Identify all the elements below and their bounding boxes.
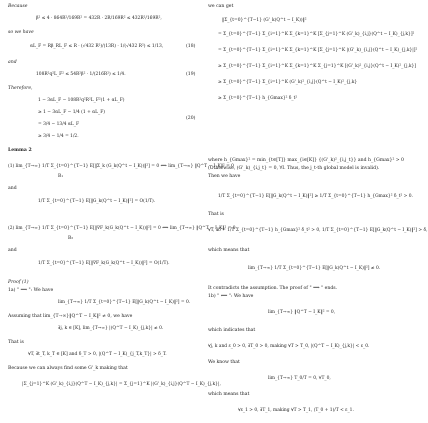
lemma-label-b1: B₁ — [58, 174, 63, 179]
derivation-line-2: = Σ_{t=0}^{T−1} Σ_{i=1}^K Σ_{k=1}^K [Σ_{j=1}^K (G'_k)_{i,j}(Q^t − I_K)_{j,k}]² — [218, 32, 415, 37]
lemma-heading: Lemma 2 — [8, 148, 32, 153]
which-means-text: which means that — [208, 248, 250, 253]
limit-zero-equation: lim_{T→∞} ‖Q^T − I_K‖² = 0, — [268, 310, 336, 315]
equation-20-line-4: ≥ 3/4 − 1/4 = 1/2. — [38, 134, 79, 139]
equation-20-line-1: 1 − 3αL_F − 108R²q²R²L_F²(1 + αL_F) — [38, 98, 125, 103]
equation-18-number: (18) — [186, 44, 196, 49]
epsilon1-statement: ∀ε_1 > 0, ∃T_1, making ∀T > T_1, (T_0 + 1)/T < ε_1. — [238, 408, 354, 413]
that-is-text-right: That is — [208, 212, 224, 217]
so-we-have-text: so we have — [8, 30, 34, 35]
we-know-text: We know that — [208, 360, 240, 365]
and-text: and — [8, 60, 17, 65]
because-text: Because — [8, 4, 28, 9]
delta-statement: ∀T, ∃δ = 1/T Σ_{t=0}^{T−1} h_{Gmax}² δ_t² > 0, 1/T Σ_{t=0}^{T−1} E[‖G_k(Q^t − I_K)‖²] > δ, — [208, 228, 428, 233]
lemma-part-2-bound: 1/T Σ_{t=0}^{T−1} E[‖∇F_k(G_k(Q^t − I_K))‖²] = O(1/T). — [38, 261, 170, 266]
therefore-text: Therefore, — [8, 86, 33, 91]
epsilon-statement: ∀j, k and ε_0 > 0, ∃T_0 > 0, making ∀T > T_0, |(Q^T − I_K)_{j,k}| < ε_0. — [208, 344, 370, 349]
we-can-get-text: we can get — [208, 4, 234, 9]
equation-18: αL_F = Rβ_RL_F ≤ R · (√432 R²)/(13R) · 1/(√432 R²) ≤ 1/13, — [30, 44, 164, 49]
proof-1b: 1b) " ⟸ ": We have — [208, 294, 254, 299]
proof-1a-equation: lim_{T→∞} 1/T Σ_{t=0}^{T−1} E[‖G_k(Q^t − I_K)‖²] = 0. — [58, 300, 191, 305]
then-we-have-text: Then we have — [208, 174, 241, 179]
lemma-label-b2: B₂ — [68, 236, 73, 241]
derivation-line-1: ‖Σ_{t=0}^{T−1} (G'_k(Q^t − I_K))‖² — [222, 18, 307, 23]
because-find-text: Because we can always find some G'_k making that — [8, 366, 128, 371]
equation-20-line-2: ≥ 1 − 3αL_F − 1/4 (1 + αL_F) — [38, 110, 105, 115]
derivation-line-5: ≥ Σ_{t=0}^{T−1} Σ_{i=1}^K (G'_k)²_{i,j}(Q^t − I_K)²_{j,k} — [218, 80, 358, 85]
lemma-part-1-bound: 1/T Σ_{t=0}^{T−1} E[‖G_k(Q^t − I_K)‖²] = O(1/T). — [38, 199, 156, 204]
forall-statement: ∀T, ∃t_T, k_T ∈ [K] and δ_T > 0, |(Q^T − I_K)_{j_T,k_T}| > δ_T. — [28, 352, 167, 357]
derivation-line-4: ≥ Σ_{t=0}^{T−1} Σ_{i=1}^K Σ_{k=1}^K Σ_{j=1}^K [(G'_k)²_{i,j}(Q^t − I_K)²_{j,k}] — [218, 64, 417, 69]
derivation-line-3: = Σ_{t=0}^{T−1} Σ_{i=1}^K Σ_{k=1}^K [Σ_{j=1}^K |(G'_k)_{i,j}(Q^t − I_K)_{j,k}|]² — [218, 48, 418, 53]
that-is-text: That is — [8, 340, 24, 345]
proof-1a: 1a) " ⟹ ": We have — [8, 288, 54, 293]
lemma-part-1: (1) lim_{T→∞} 1/T Σ_{t=0}^{T−1} E[‖Σ_k (G_k(Q^t − I_K))‖²] = 0 ⟺ lim_{T→∞} ‖Q^T − I_K‖² = 0 — [8, 164, 234, 169]
which-means-text-2: which means that — [208, 392, 250, 397]
indicates-text: which indicates that — [208, 328, 256, 333]
equation-beta: β² ≤ 4 · 864R²/169R² = 432R · 2R/169R² ≤ 432R²/169R², — [36, 16, 162, 21]
and-text-3: and — [8, 248, 17, 253]
equation-20-line-3: = 3/4 − 13/4 αL_F — [38, 122, 79, 127]
equation-19: 108R²q²L_F² ≤ 54R²β² · 1/(216R²) ≤ 1/4. — [36, 72, 126, 77]
proof-heading: Proof (1) — [8, 280, 29, 285]
where-definition: where h_{Gmax}² = min_{t∈[T]} max_{i∈[K]} {(G'_k)²_{i,j_t}} and h_{Gmax}² > 0 — [208, 158, 404, 163]
and-text-2: and — [8, 186, 17, 191]
bound-inequality: 1/T Σ_{t=0}^{T−1} E[‖G_k(Q^t − I_K)‖²] ≥ 1/T Σ_{t=0}^{T−1} h_{Gmax}² δ_t² > 0. — [218, 194, 413, 199]
otherwise-note: (Otherwise, (G'_k)_{i,j_t} = 0, ∀I. Thus, the j_t-th global model is invalid). — [208, 166, 380, 171]
equation-19-number: (19) — [186, 72, 196, 77]
ratio-limit: lim_{T→∞} T_0/T = 0, ∀T_0, — [268, 376, 331, 381]
exists-statement: ∃j, k ∈ [K], lim_{T→∞} |(Q^T − I_K)_{j,k}| ≠ 0. — [58, 326, 164, 331]
equation-20-number: (20) — [186, 116, 196, 121]
contradiction-text: It contradicts the assumption. The proof of " ⟹ " ends. — [208, 286, 338, 291]
limit-not-zero: lim_{T→∞} 1/T Σ_{t=0}^{T−1} E[‖G_k(Q^t − I_K)‖²] ≠ 0. — [248, 266, 381, 271]
lemma-part-2: (2) lim_{T→∞} 1/T Σ_{t=0}^{T−1} E[‖∇F_k(G_k(Q^t − I_K))‖²] = 0 ⟺ lim_{T→∞} ‖Q^T − I_K‖² = 0 — [8, 226, 236, 231]
assuming-text: Assuming that lim_{T→∞}‖Q^T − I_K‖² ≠ 0, we have — [8, 314, 133, 319]
derivation-line-6: ≥ Σ_{t=0}^{T−1} h_{Gmax}² δ_t² — [218, 96, 298, 101]
sum-equation: |Σ_{j=1}^K (G'_k)_{i,j}(Q^T − I_K)_{j,k}| = Σ_{j=1}^K |(G'_k)_{i,j}(Q^T − I_K)_{j,k}|, — [22, 382, 221, 387]
